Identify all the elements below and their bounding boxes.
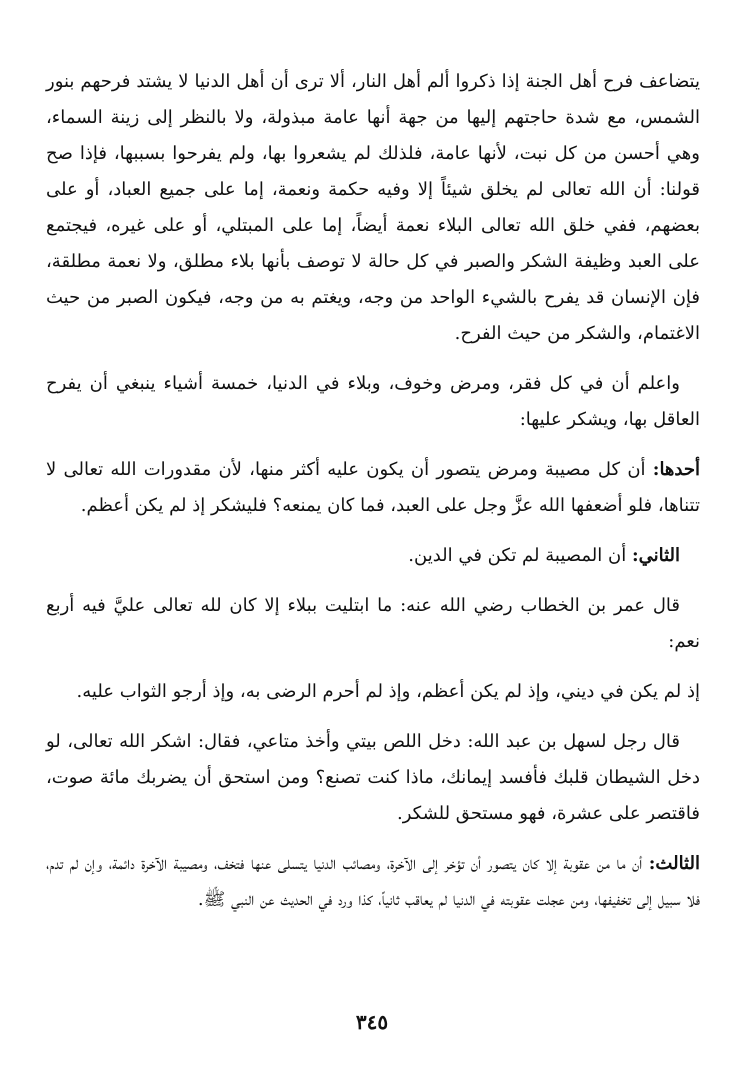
paragraph-7 xyxy=(46,724,700,832)
paragraph-2-text: واعلم أن في كل فقر، ومرض وخوف، وبلاء في الدنيا، خمسة أشياء ينبغي أن يفرح العاقل بها، ويشكر عليها: xyxy=(46,373,700,430)
paragraph-5 xyxy=(46,588,700,660)
paragraph-4-text: أن المصيبة لم تكن في الدين. xyxy=(408,545,627,566)
paragraph-2 xyxy=(46,366,700,438)
paragraph-6-text: إذ لم يكن في ديني، وإذ لم يكن أعظم، وإذ لم أحرم الرضى به، وإذ أرجو الثواب عليه. xyxy=(76,681,700,702)
page-number: ٣٤٥ xyxy=(355,1010,389,1034)
paragraph-3 xyxy=(46,452,700,524)
paragraph-1 xyxy=(46,64,700,352)
paragraph-4-lead: الثاني: xyxy=(631,545,680,566)
page-body xyxy=(46,64,700,932)
paragraph-3-lead: أحدها: xyxy=(652,459,700,480)
paragraph-1-text: يتضاعف فرح أهل الجنة إذا ذكروا ألم أهل النار، ألا ترى أن أهل الدنيا لا يشتد فرحهم بنور الشمس، مع شدة حاجتهم إليها من جهة أنها عامة مبذولة، ولا بالنظر إلى زينة السماء، وهي أحسن من كل نبت، لأنها عامة، فلذلك لم يشعروا بها، ولم يفرحوا بسببها، فإذا صح قولنا: أن الله تعالى لم يخلق شيئاً إلا وفيه حكمة ونعمة، إما على جميع العباد، أو على بعضهم، ففي خلق الله تعالى البلاء نعمة أيضاً، إما على المبتلي، أو على غيره، فيجتمع على العبد وظيفة الشكر والصبر في كل حالة لا توصف بأنها بلاء مطلق، ولا نعمة مطلقة، فإن الإنسان قد يفرح بالشيء الواحد من وجه، ويغتم به من وجه، فيكون الصبر من حيث الاغتمام، والشكر من حيث الفرح. xyxy=(46,71,701,344)
paragraph-6 xyxy=(46,674,700,710)
paragraph-8-text: أن ما من عقوبة إلا كان يتصور أن تؤخر إلى الآخرة، ومصائب الدنيا يتسلى عنها فتخف، ومصيبة الآخرة دائمة، وإن لم تدم، فلا سبيل إلى تخفيفها، ومن عجلت عقوبته في الدنيا لم يعاقب ثانياً، كذا ورد في الحديث عن النبي ﷺ. xyxy=(46,853,700,910)
paragraph-4 xyxy=(46,538,700,574)
paragraph-8-lead: الثالث: xyxy=(648,853,700,874)
paragraph-8 xyxy=(46,846,700,918)
paragraph-5-text: قال عمر بن الخطاب رضي الله عنه: ما ابتليت ببلاء إلا كان لله تعالى عليَّ فيه أربع نعم: xyxy=(46,595,700,652)
paragraph-7-text: قال رجل لسهل بن عبد الله: دخل اللص بيتي وأخذ متاعي، فقال: اشكر الله تعالى، لو دخل الشيطان قلبك فأفسد إيمانك، ماذا كنت تصنع؟ ومن استحق أن يضربك مائة صوت، فاقتصر على عشرة، فهو مستحق للشكر. xyxy=(46,731,700,824)
paragraph-3-text: أن كل مصيبة ومرض يتصور أن يكون عليه أكثر منها، لأن مقدورات الله تعالى لا تتناها، فلو أضعفها الله عزَّ وجل على العبد، فما كان يمنعه؟ فليشكر إذ لم يكن أعظم. xyxy=(46,459,700,516)
